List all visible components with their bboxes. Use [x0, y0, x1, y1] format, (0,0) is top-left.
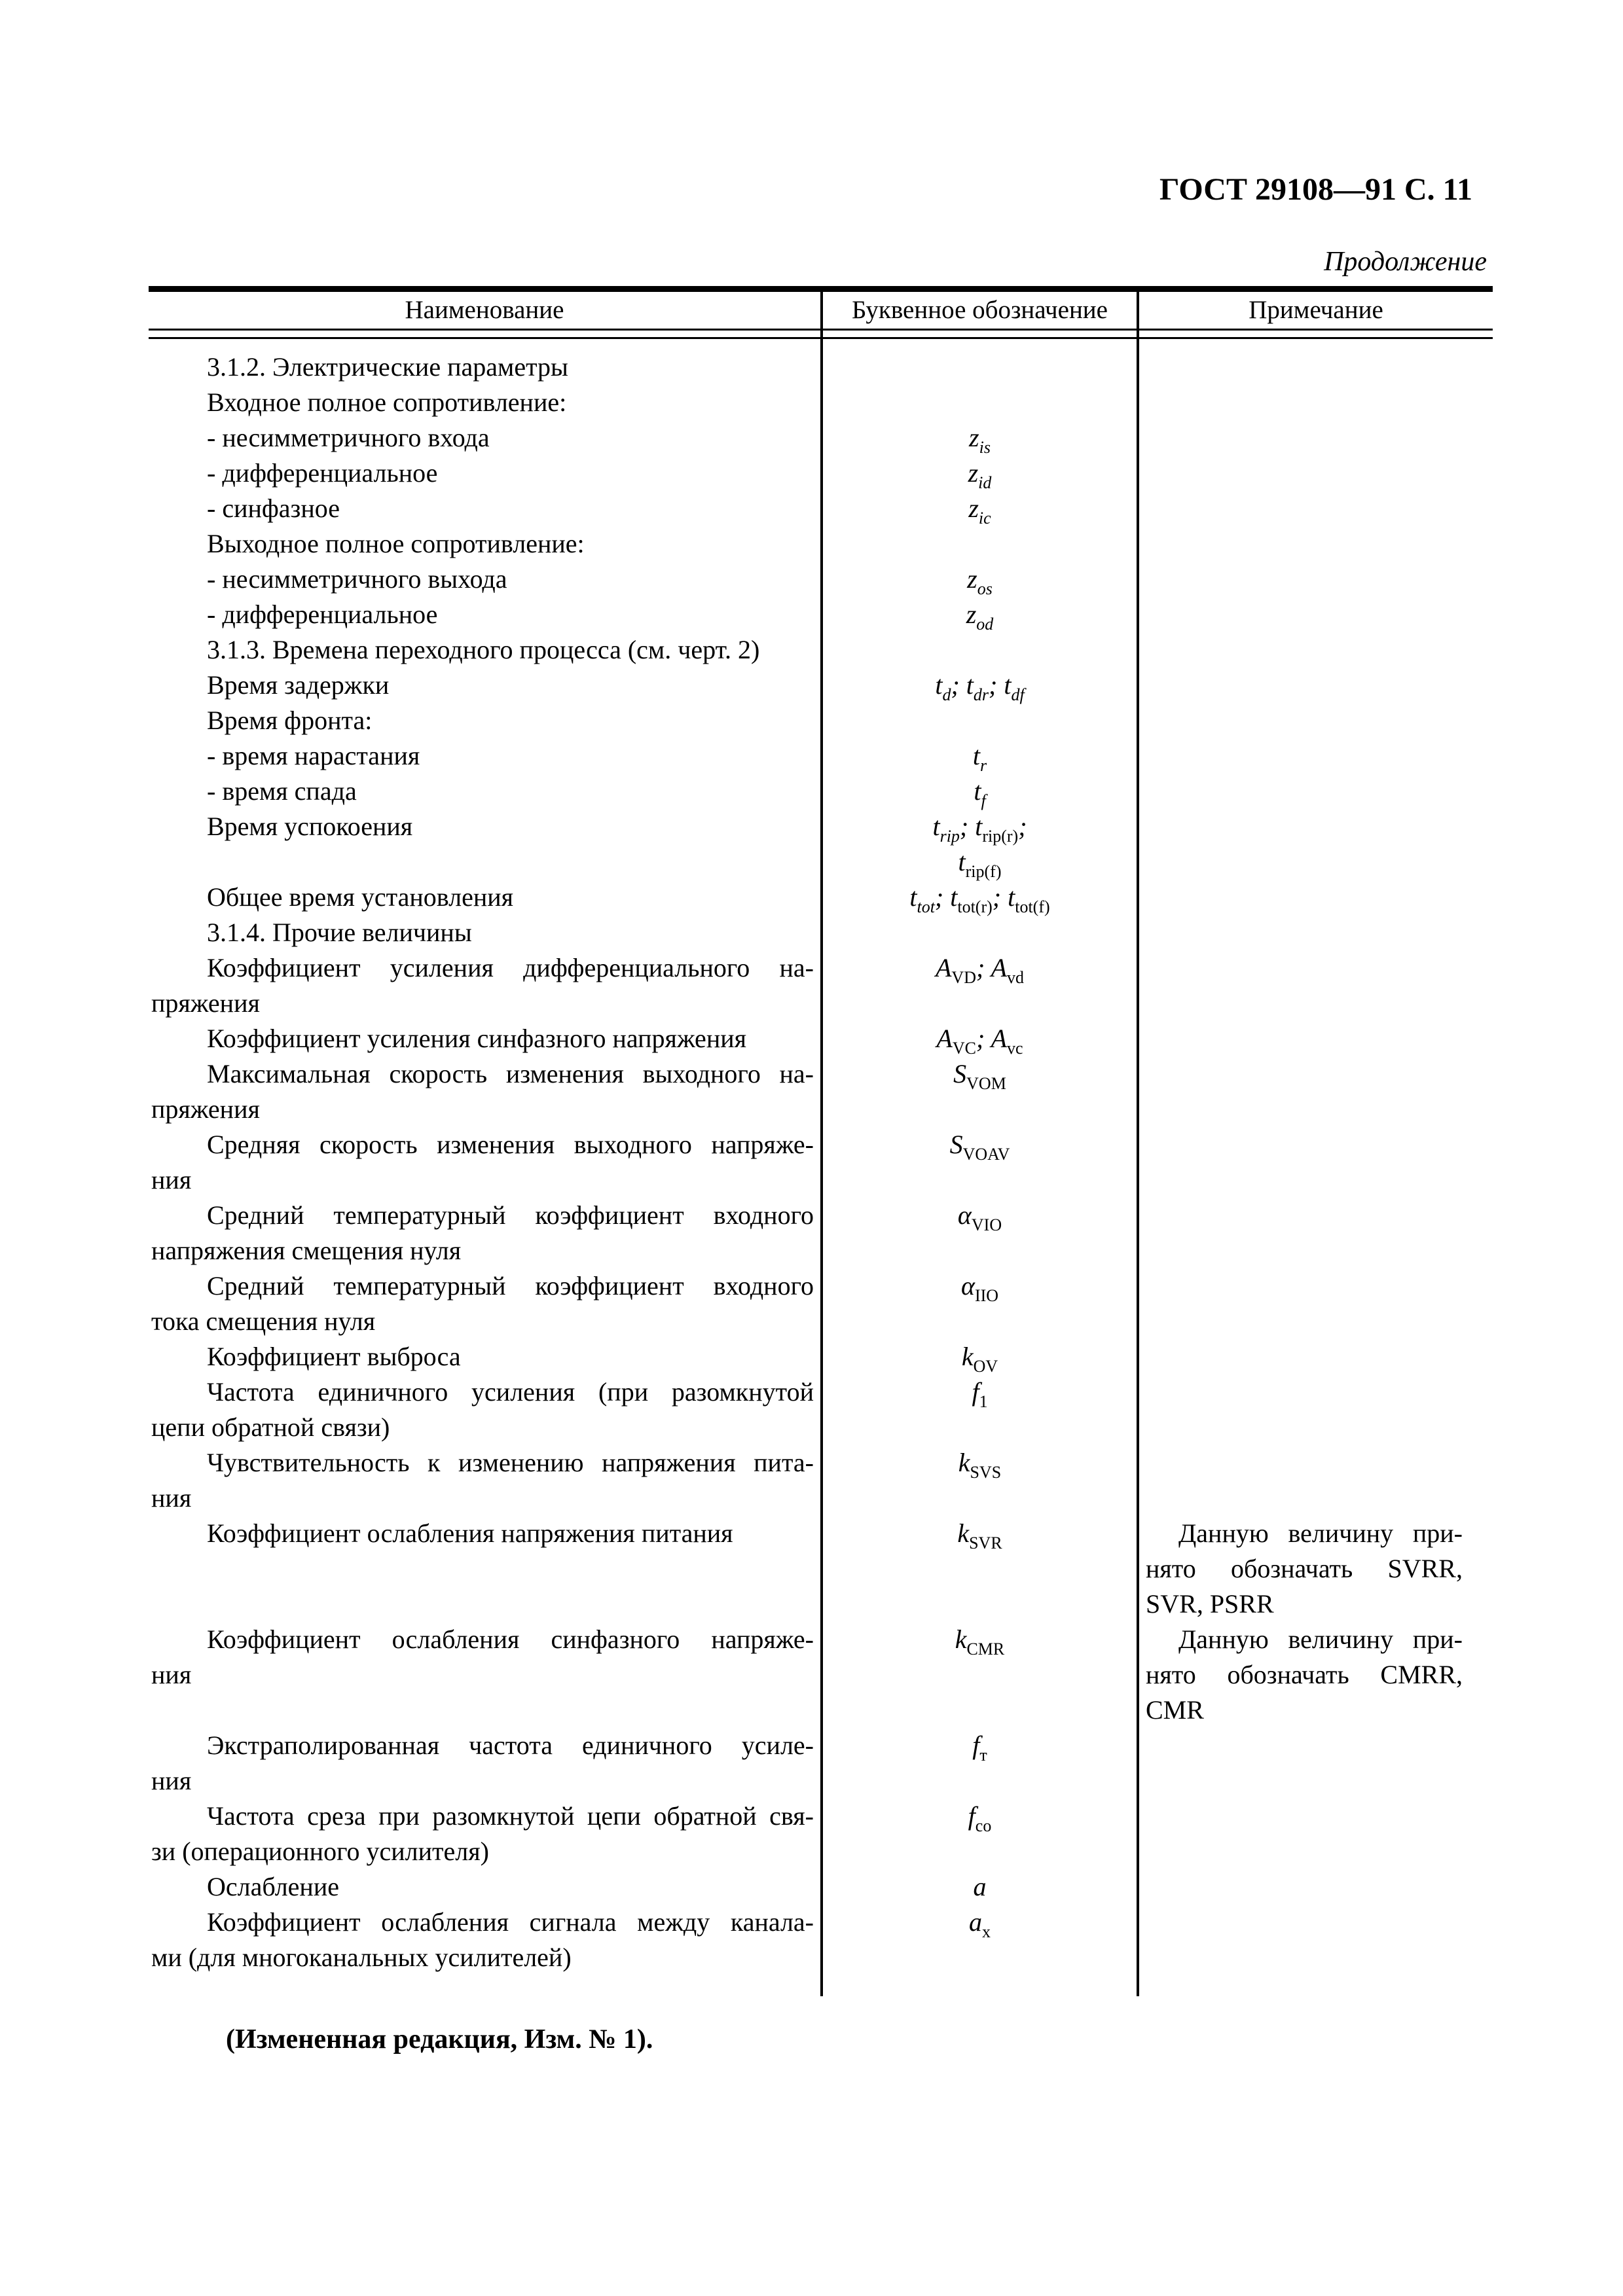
symbol-text: ; t	[989, 670, 1012, 700]
symbol-text: z	[967, 564, 977, 594]
symbol-text: k	[957, 1518, 970, 1548]
note-cell	[1138, 1339, 1493, 1374]
symbol-text: t	[932, 812, 940, 841]
symbol-text: f	[972, 1377, 979, 1407]
note-cell	[1138, 1728, 1493, 1799]
symbol-text: k	[958, 1448, 970, 1477]
sym-line	[823, 1799, 1137, 1834]
sym-cell	[822, 632, 1138, 668]
amendment-note: (Измененная редакция, Изм. № 1).	[226, 2024, 653, 2054]
sym-cell	[822, 597, 1138, 632]
table-row	[149, 950, 1493, 1021]
note-cell	[1138, 1056, 1493, 1127]
name-line: - время спада	[207, 776, 357, 806]
name-line: - несимметричного выхода	[207, 564, 507, 594]
note-cell	[1138, 1268, 1493, 1339]
name-cell	[149, 1445, 822, 1516]
symbol-text: ;	[1018, 812, 1027, 841]
name-cell	[149, 880, 822, 915]
table-row	[149, 1056, 1493, 1127]
symbol-subscript: id	[978, 473, 992, 492]
symbol-subscript: x	[982, 1922, 991, 1941]
sym-cell	[822, 1056, 1138, 1127]
symbol-text: z	[969, 423, 979, 452]
symbol-text: A	[935, 953, 952, 982]
sym-line	[823, 809, 1137, 844]
note-cell	[1138, 1445, 1493, 1516]
note-cell	[1138, 1622, 1493, 1728]
name-line: ния	[151, 1483, 192, 1513]
name-line: Коэффициент ослабления синфазного напряже-	[207, 1624, 814, 1654]
sym-line	[823, 1198, 1137, 1233]
note-cell	[1138, 1516, 1493, 1622]
sym-line	[823, 880, 1137, 915]
name-cell	[149, 491, 822, 526]
sym-cell	[822, 1728, 1138, 1799]
symbol-text: k	[955, 1624, 967, 1654]
table-row	[149, 1127, 1493, 1198]
sym-line	[823, 1021, 1137, 1056]
sym-cell	[822, 950, 1138, 1021]
name-cell	[149, 1021, 822, 1056]
table-row	[149, 738, 1493, 774]
table-row	[149, 1339, 1493, 1374]
sym-line	[823, 1869, 1137, 1905]
symbol-subscript: 1	[979, 1392, 988, 1411]
note-cell	[1138, 1799, 1493, 1869]
name-line: ния	[151, 1165, 192, 1194]
symbol-subscript: IIO	[974, 1286, 999, 1305]
table-row	[149, 1445, 1493, 1516]
note-cell	[1138, 456, 1493, 491]
table-row	[149, 1268, 1493, 1339]
symbol-subscript: os	[977, 579, 993, 598]
symbol-subscript: VD	[951, 968, 976, 987]
name-cell	[149, 1622, 822, 1728]
sym-cell	[822, 385, 1138, 420]
symbol-text: t	[972, 741, 980, 770]
symbol-text: z	[966, 600, 977, 629]
table-row	[149, 809, 1493, 880]
name-line: ния	[151, 1766, 192, 1795]
symbol-text: t	[909, 882, 917, 912]
symbol-subscript: df	[1011, 685, 1025, 704]
sym-cell	[822, 562, 1138, 597]
note-line: нято обозначать SVRR,	[1146, 1554, 1463, 1583]
table-body	[149, 338, 1493, 1997]
name-cell	[149, 703, 822, 738]
sym-line	[823, 1268, 1137, 1304]
sym-cell	[822, 915, 1138, 950]
note-cell	[1138, 632, 1493, 668]
name-line: Коэффициент ослабления сигнала между канала-	[207, 1907, 814, 1937]
note-line: CMR	[1146, 1695, 1204, 1725]
name-line: Коэффициент выброса	[207, 1342, 461, 1371]
note-cell	[1138, 774, 1493, 809]
name-line: Максимальная скорость изменения выходного на-	[207, 1059, 814, 1088]
symbol-subscript: tot(r)	[957, 897, 993, 916]
sym-line	[823, 1622, 1137, 1657]
sym-cell	[822, 1127, 1138, 1198]
name-line: Частота среза при разомкнутой цепи обратной свя-	[207, 1801, 814, 1831]
symbol-text: ; t	[992, 882, 1015, 912]
symbol-subscript: rip	[939, 827, 960, 846]
name-cell	[149, 950, 822, 1021]
name-line: Коэффициент усиления дифференциального на-	[207, 953, 814, 982]
table-row	[149, 668, 1493, 703]
symbol-subscript: VOAV	[962, 1145, 1010, 1164]
table-row	[149, 880, 1493, 915]
name-cell	[149, 1339, 822, 1374]
name-line: Средний температурный коэффициент входного	[207, 1200, 814, 1230]
symbol-subscript: ic	[978, 509, 991, 528]
symbol-subscript: is	[979, 438, 991, 457]
table-row	[149, 1799, 1493, 1869]
sym-cell	[822, 1799, 1138, 1869]
name-line: тока смещения нуля	[151, 1306, 376, 1336]
name-cell	[149, 456, 822, 491]
note-line: Данную величину при-	[1178, 1518, 1463, 1548]
table-row	[149, 1374, 1493, 1445]
name-line: Коэффициент ослабления напряжения питания	[207, 1518, 733, 1548]
sym-cell	[822, 1905, 1138, 1975]
name-cell	[149, 915, 822, 950]
sym-cell	[822, 880, 1138, 915]
name-cell	[149, 1198, 822, 1268]
table-row	[149, 915, 1493, 950]
symbol-text: ; A	[976, 953, 1008, 982]
symbol-text: ; t	[934, 882, 958, 912]
symbol-text: ; t	[951, 670, 974, 700]
symbol-subscript: VOM	[966, 1074, 1006, 1093]
symbol-text: f	[968, 1801, 976, 1831]
name-cell	[149, 1056, 822, 1127]
table-row	[149, 420, 1493, 456]
header-double-rule	[149, 330, 1493, 338]
symbol-subscript: CMR	[966, 1640, 1005, 1659]
sym-cell	[822, 1339, 1138, 1374]
sym-cell	[822, 1516, 1138, 1622]
symbol-subscript: SVR	[969, 1534, 1002, 1552]
note-cell	[1138, 880, 1493, 915]
note-cell	[1138, 1905, 1493, 1975]
name-line: Выходное полное сопротивление:	[207, 529, 585, 558]
note-cell	[1138, 597, 1493, 632]
name-line: пряжения	[151, 1094, 260, 1124]
table-row	[149, 1869, 1493, 1905]
symbol-subscript: od	[976, 615, 994, 634]
name-cell	[149, 338, 822, 386]
sym-cell	[822, 809, 1138, 880]
name-line: ми (для многоканальных усилителей)	[151, 1943, 572, 1972]
sym-line	[823, 774, 1137, 809]
note-cell	[1138, 491, 1493, 526]
name-line: Время фронта:	[207, 706, 373, 735]
note-cell	[1138, 338, 1493, 386]
symbol-text: α	[957, 1200, 972, 1230]
sym-cell	[822, 1622, 1138, 1728]
name-line: Средний температурный коэффициент входного	[207, 1271, 814, 1300]
name-line: Входное полное сопротивление:	[207, 387, 567, 417]
sym-cell	[822, 668, 1138, 703]
sym-cell	[822, 738, 1138, 774]
name-cell	[149, 420, 822, 456]
name-line: цепи обратной связи)	[151, 1412, 390, 1442]
name-cell	[149, 562, 822, 597]
name-cell	[149, 1268, 822, 1339]
name-line: Время задержки	[207, 670, 390, 700]
table-header-row	[149, 289, 1493, 330]
sym-line	[823, 1374, 1137, 1410]
spacer-cell	[1138, 1975, 1493, 1996]
sym-line	[823, 562, 1137, 597]
note-cell	[1138, 562, 1493, 597]
symbol-text: a	[973, 1872, 987, 1901]
note-cell	[1138, 1869, 1493, 1905]
sym-line	[823, 1905, 1137, 1940]
note-cell	[1138, 668, 1493, 703]
sym-cell	[822, 1268, 1138, 1339]
sym-line	[823, 420, 1137, 456]
symbol-subscript: tot(f)	[1015, 897, 1050, 916]
name-cell	[149, 1516, 822, 1622]
name-cell	[149, 774, 822, 809]
sym-line	[823, 950, 1137, 986]
sym-line	[823, 456, 1137, 491]
sym-line	[823, 1445, 1137, 1480]
symbol-subscript: rip(r)	[982, 827, 1019, 846]
column-header-designation: Буквенное обозначение	[822, 289, 1138, 330]
sym-line	[823, 491, 1137, 526]
sym-line	[823, 1339, 1137, 1374]
name-line: - несимметричного входа	[207, 423, 490, 452]
symbol-subscript: rip(f)	[965, 862, 1002, 881]
name-cell	[149, 385, 822, 420]
name-line: зи (операционного усилителя)	[151, 1837, 489, 1866]
note-cell	[1138, 1374, 1493, 1445]
sym-line	[823, 1728, 1137, 1763]
note-line: Данную величину при-	[1178, 1624, 1463, 1654]
table-row	[149, 1198, 1493, 1268]
note-cell	[1138, 738, 1493, 774]
note-cell	[1138, 1021, 1493, 1056]
table-row	[149, 597, 1493, 632]
note-cell	[1138, 915, 1493, 950]
symbol-text: S	[949, 1130, 963, 1159]
note-cell	[1138, 1198, 1493, 1268]
sym-cell	[822, 1869, 1138, 1905]
name-line: Частота единичного усиления (при разомкнутой	[207, 1377, 814, 1407]
note-cell	[1138, 526, 1493, 562]
name-cell	[149, 1127, 822, 1198]
name-line: Время успокоения	[207, 812, 413, 841]
sym-cell	[822, 491, 1138, 526]
symbol-subscript: r	[980, 756, 987, 775]
symbol-subscript: VC	[952, 1039, 976, 1058]
sym-cell	[822, 1374, 1138, 1445]
table-tail-spacer	[149, 1975, 1493, 1996]
table-row	[149, 456, 1493, 491]
symbol-subscript: f	[981, 791, 986, 810]
name-cell	[149, 1869, 822, 1905]
symbol-text: z	[968, 458, 979, 488]
document-header: ГОСТ 29108—91 С. 11	[1159, 172, 1472, 207]
name-cell	[149, 1728, 822, 1799]
symbol-text: α	[960, 1271, 975, 1300]
name-cell	[149, 632, 822, 668]
sym-cell	[822, 1445, 1138, 1516]
symbol-subscript: VIO	[971, 1215, 1002, 1234]
sym-line	[823, 738, 1137, 774]
symbol-text: S	[953, 1059, 967, 1088]
sym-cell	[822, 703, 1138, 738]
symbol-text: z	[968, 493, 979, 523]
name-cell	[149, 668, 822, 703]
symbol-subscript: со	[975, 1816, 992, 1835]
sym-line	[823, 844, 1137, 880]
note-line: нято обозначать CMRR,	[1146, 1660, 1463, 1689]
name-line: 3.1.3. Времена переходного процесса (см. черт. 2)	[207, 635, 760, 664]
symbol-text: t	[974, 776, 981, 806]
sym-cell	[822, 456, 1138, 491]
note-cell	[1138, 420, 1493, 456]
symbol-subscript: dr	[973, 685, 989, 704]
name-line: - дифференциальное	[207, 600, 438, 629]
note-cell	[1138, 950, 1493, 1021]
symbol-subscript: vc	[1007, 1039, 1023, 1058]
table-row	[149, 562, 1493, 597]
name-line: Ослабление	[207, 1872, 339, 1901]
name-cell	[149, 738, 822, 774]
sym-line	[823, 1056, 1137, 1092]
sym-cell	[822, 338, 1138, 386]
sym-line	[823, 668, 1137, 703]
note-cell	[1138, 809, 1493, 880]
name-cell	[149, 809, 822, 880]
table-row	[149, 385, 1493, 420]
name-cell	[149, 597, 822, 632]
table-row	[149, 1905, 1493, 1975]
sym-cell	[822, 526, 1138, 562]
note-cell	[1138, 703, 1493, 738]
sym-cell	[822, 420, 1138, 456]
continuation-label: Продолжение	[1324, 247, 1487, 277]
symbol-text: k	[961, 1342, 974, 1371]
sym-cell	[822, 1021, 1138, 1056]
sym-cell	[822, 774, 1138, 809]
name-line: пряжения	[151, 988, 260, 1018]
sym-line	[823, 1127, 1137, 1162]
name-line: 3.1.2. Электрические параметры	[207, 352, 568, 382]
name-cell	[149, 1905, 822, 1975]
symbol-text: t	[935, 670, 943, 700]
symbol-subscript: OV	[973, 1357, 998, 1376]
table-row	[149, 338, 1493, 386]
sym-line	[823, 1516, 1137, 1551]
name-line: - синфазное	[207, 493, 340, 523]
spacer-cell	[822, 1975, 1138, 1996]
table-row	[149, 632, 1493, 668]
name-line: Средняя скорость изменения выходного напряже-	[207, 1130, 814, 1159]
symbol-text: f	[972, 1731, 980, 1760]
name-line: Чувствительность к изменению напряжения пита-	[207, 1448, 814, 1477]
spacer-cell	[149, 1975, 822, 1996]
column-header-name: Наименование	[149, 289, 822, 330]
name-line: - дифференциальное	[207, 458, 438, 488]
sym-cell	[822, 1198, 1138, 1268]
table-row	[149, 491, 1493, 526]
name-line: Общее время установления	[207, 882, 514, 912]
name-line: Коэффициент усиления синфазного напряжения	[207, 1024, 747, 1053]
symbol-subscript: d	[942, 685, 951, 704]
name-line: 3.1.4. Прочие величины	[207, 918, 472, 947]
name-line: ния	[151, 1660, 192, 1689]
table-row	[149, 1728, 1493, 1799]
symbol-subscript: tot	[917, 897, 935, 916]
column-header-note: Примечание	[1138, 289, 1493, 330]
name-cell	[149, 1799, 822, 1869]
table-row	[149, 1622, 1493, 1728]
symbol-text: ; t	[959, 812, 983, 841]
table-row	[149, 1516, 1493, 1622]
symbol-text: a	[969, 1907, 982, 1937]
sym-line	[823, 597, 1137, 632]
note-cell	[1138, 1127, 1493, 1198]
symbol-text: A	[936, 1024, 953, 1053]
symbol-subscript: т	[979, 1746, 987, 1765]
table-row	[149, 703, 1493, 738]
symbol-text: ; A	[976, 1024, 1008, 1053]
name-line: - время нарастания	[207, 741, 420, 770]
name-line: напряжения смещения нуля	[151, 1236, 462, 1265]
symbol-subscript: SVS	[970, 1463, 1002, 1482]
symbol-text: t	[958, 847, 966, 876]
table-row	[149, 1021, 1493, 1056]
table-row	[149, 774, 1493, 809]
note-cell	[1138, 385, 1493, 420]
table-row	[149, 526, 1493, 562]
symbol-subscript: vd	[1007, 968, 1025, 987]
parameters-table	[149, 286, 1493, 1996]
name-cell	[149, 526, 822, 562]
note-line: SVR, PSRR	[1146, 1589, 1274, 1619]
name-cell	[149, 1374, 822, 1445]
name-line: Экстраполированная частота единичного усиле-	[207, 1731, 814, 1760]
